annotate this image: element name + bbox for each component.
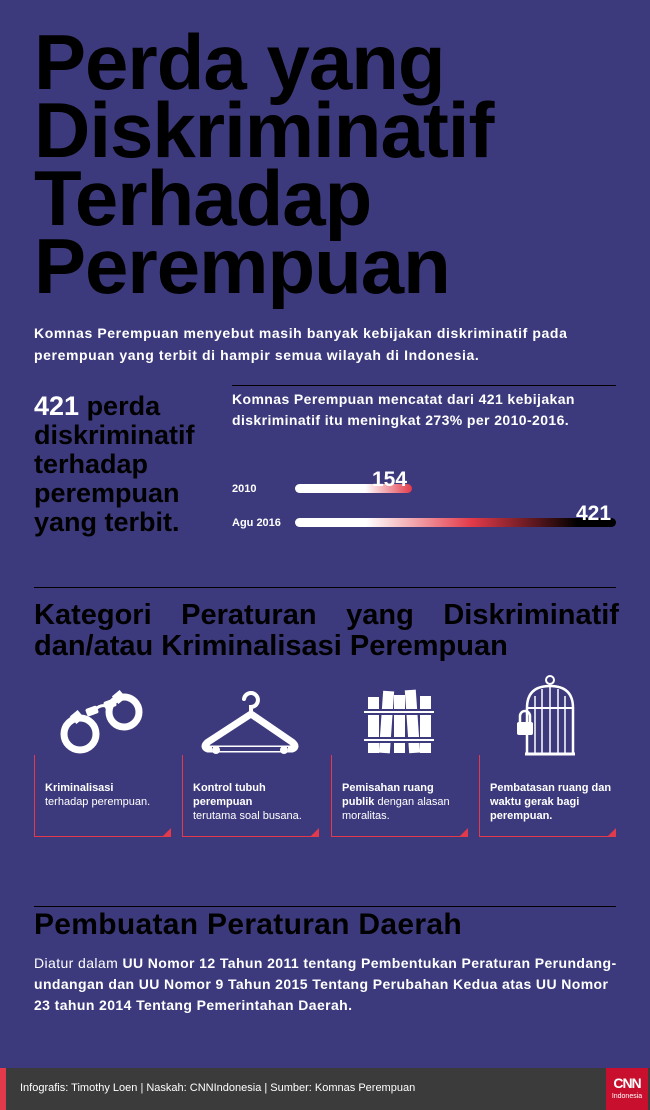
footer-accent <box>0 1068 6 1110</box>
categories-heading-line-1 <box>34 600 619 631</box>
cnn-indonesia-logo <box>606 1068 648 1110</box>
title-line-4: Perempuan <box>34 222 450 310</box>
divider-top <box>232 385 616 386</box>
category-card-kriminalisasi <box>34 755 171 837</box>
card-1-bold: Kriminalisasi <box>45 782 114 794</box>
big-stat-text: perda diskriminatif terhadap perempuan yang terbit. <box>34 391 195 537</box>
handcuffs-icon <box>56 688 148 758</box>
section-body-lead: Diatur dalam <box>34 955 123 971</box>
bar-value-label: 421 <box>576 502 612 525</box>
categories-heading <box>34 600 619 662</box>
card-1-text: terhadap perempuan. <box>45 796 151 808</box>
section-body-bold: UU Nomor 12 Tahun 2011 tentang Pembentukan Peraturan Perundang-undangan dan UU Nomor 9 Tahun 2015 Tentang Perubahan Kedua atas UU Nomor 23 tahun 2014 Tentang Pemerintahan Daerah. <box>34 955 617 1013</box>
hanger-icon <box>200 687 300 757</box>
big-stat-number: 421 <box>34 391 80 421</box>
card-corner <box>608 828 616 836</box>
bar-category-label: Agu 2016 <box>232 517 281 529</box>
card-3-text: dengan alasan moralitas. <box>342 796 450 822</box>
logo-sub-text: Indonesia <box>611 1093 643 1100</box>
title-line-2: Diskriminatif <box>34 86 494 174</box>
divider-bottom <box>34 906 616 907</box>
bar-category-label: 2010 <box>232 483 257 495</box>
section-heading: Pembuatan Peraturan Daerah <box>34 908 462 941</box>
title-line-3: Terhadap <box>34 154 372 242</box>
card-2-bold: Kontrol tubuh perempuan <box>193 782 266 808</box>
card-4-bold: Pembatasan ruang dan waktu gerak bagi perempuan. <box>490 782 612 822</box>
bar-value-label: 154 <box>372 468 408 491</box>
fence-icon <box>364 687 434 755</box>
categories-heading-word: Kategori <box>34 599 152 631</box>
category-card-pembatasan-ruang <box>479 755 616 837</box>
stat-description: Komnas Perempuan mencatat dari 421 kebijakan diskriminatif itu meningkat 273% per 2010-2016. <box>232 391 575 428</box>
title-line-1: Perda yang <box>34 18 445 106</box>
divider-middle <box>34 587 616 588</box>
category-card-kontrol-tubuh <box>182 755 319 837</box>
categories-heading-line-2: dan/atau Kriminalisasi Perempuan <box>34 630 508 662</box>
categories-heading-word: yang <box>346 599 414 631</box>
card-corner <box>460 828 468 836</box>
big-stat <box>34 392 224 537</box>
birdcage-lock-icon <box>515 674 581 760</box>
intro-text: Komnas Perempuan menyebut masih banyak kebijakan diskriminatif pada perempuan yang terbit di hampir semua wilayah di Indonesia. <box>34 325 568 363</box>
logo-main-text: CNN <box>613 1075 641 1091</box>
footer <box>0 1068 650 1110</box>
card-corner <box>163 828 171 836</box>
category-card-pemisahan-ruang <box>331 755 468 837</box>
card-2-text: terutama soal busana. <box>193 810 302 822</box>
footer-credit: Infografis: Timothy Loen | Naskah: CNNIndonesia | Sumber: Komnas Perempuan <box>20 1082 416 1094</box>
categories-heading-word: Peraturan <box>181 599 317 631</box>
card-3-bold: Pemisahan ruang publik <box>342 782 434 808</box>
categories-heading-word: Diskriminatif <box>443 599 619 631</box>
section-body <box>34 953 619 1016</box>
bar <box>295 518 616 527</box>
card-corner <box>311 828 319 836</box>
page-title <box>34 18 634 310</box>
